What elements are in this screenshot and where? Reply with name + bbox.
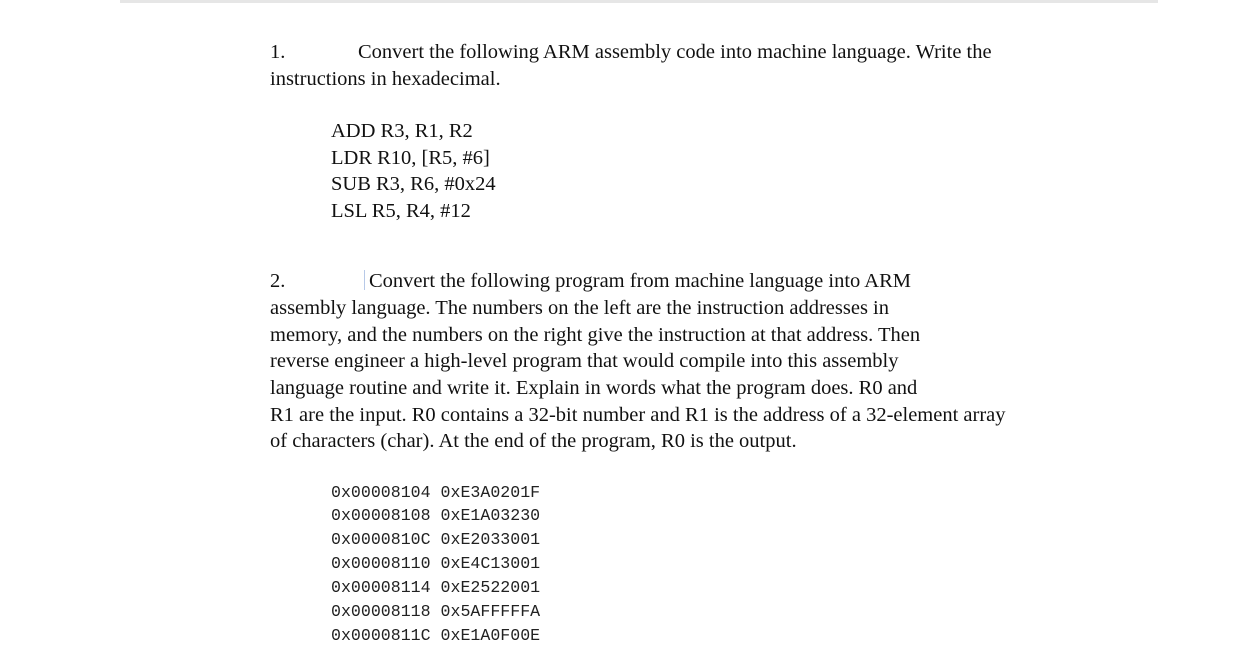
- question-2-line: language routine and write it. Explain in words what the program does. R0 and: [270, 377, 918, 399]
- machine-code-line: 0x00008104 0xE3A0201F: [331, 483, 541, 502]
- machine-code-line: 0x00008118 0x5AFFFFFA: [331, 602, 541, 621]
- asm-code-line: LDR R10, [R5, #6]: [331, 147, 490, 169]
- question-2-line: of characters (char). At the end of the program, R0 is the output.: [270, 430, 797, 452]
- machine-code-line: 0x00008108 0xE1A03230: [331, 506, 541, 525]
- question-2-line: assembly language. The numbers on the left are the instruction addresses in: [270, 297, 890, 319]
- machine-code-line: 0x00008110 0xE4C13001: [331, 554, 541, 573]
- question-2-line: R1 are the input. R0 contains a 32-bit number and R1 is the address of a 32-element array: [270, 404, 1006, 426]
- question-2-line: reverse engineer a high-level program that would compile into this assembly: [270, 350, 899, 372]
- question-1-number: 1.: [270, 41, 286, 63]
- question-1-line-2: instructions in hexadecimal.: [270, 68, 501, 90]
- question-2-number: 2.: [270, 270, 286, 292]
- asm-code-line: SUB R3, R6, #0x24: [331, 173, 496, 195]
- question-2-line: memory, and the numbers on the right give the instruction at that address. Then: [270, 324, 921, 346]
- machine-code-line: 0x0000811C 0xE1A0F00E: [331, 626, 541, 645]
- asm-code-line: LSL R5, R4, #12: [331, 200, 471, 222]
- question-1-heading: [270, 39, 992, 65]
- machine-code-line: 0x00008114 0xE2522001: [331, 578, 541, 597]
- question-1-line-1: Convert the following ARM assembly code into machine language. Write the: [358, 41, 992, 63]
- asm-code-line: ADD R3, R1, R2: [331, 120, 473, 142]
- question-2-line-1: Convert the following program from machine language into ARM: [369, 270, 911, 292]
- question-2-heading: [270, 268, 911, 294]
- text-cursor: [364, 270, 365, 290]
- machine-code-line: 0x0000810C 0xE2033001: [331, 530, 541, 549]
